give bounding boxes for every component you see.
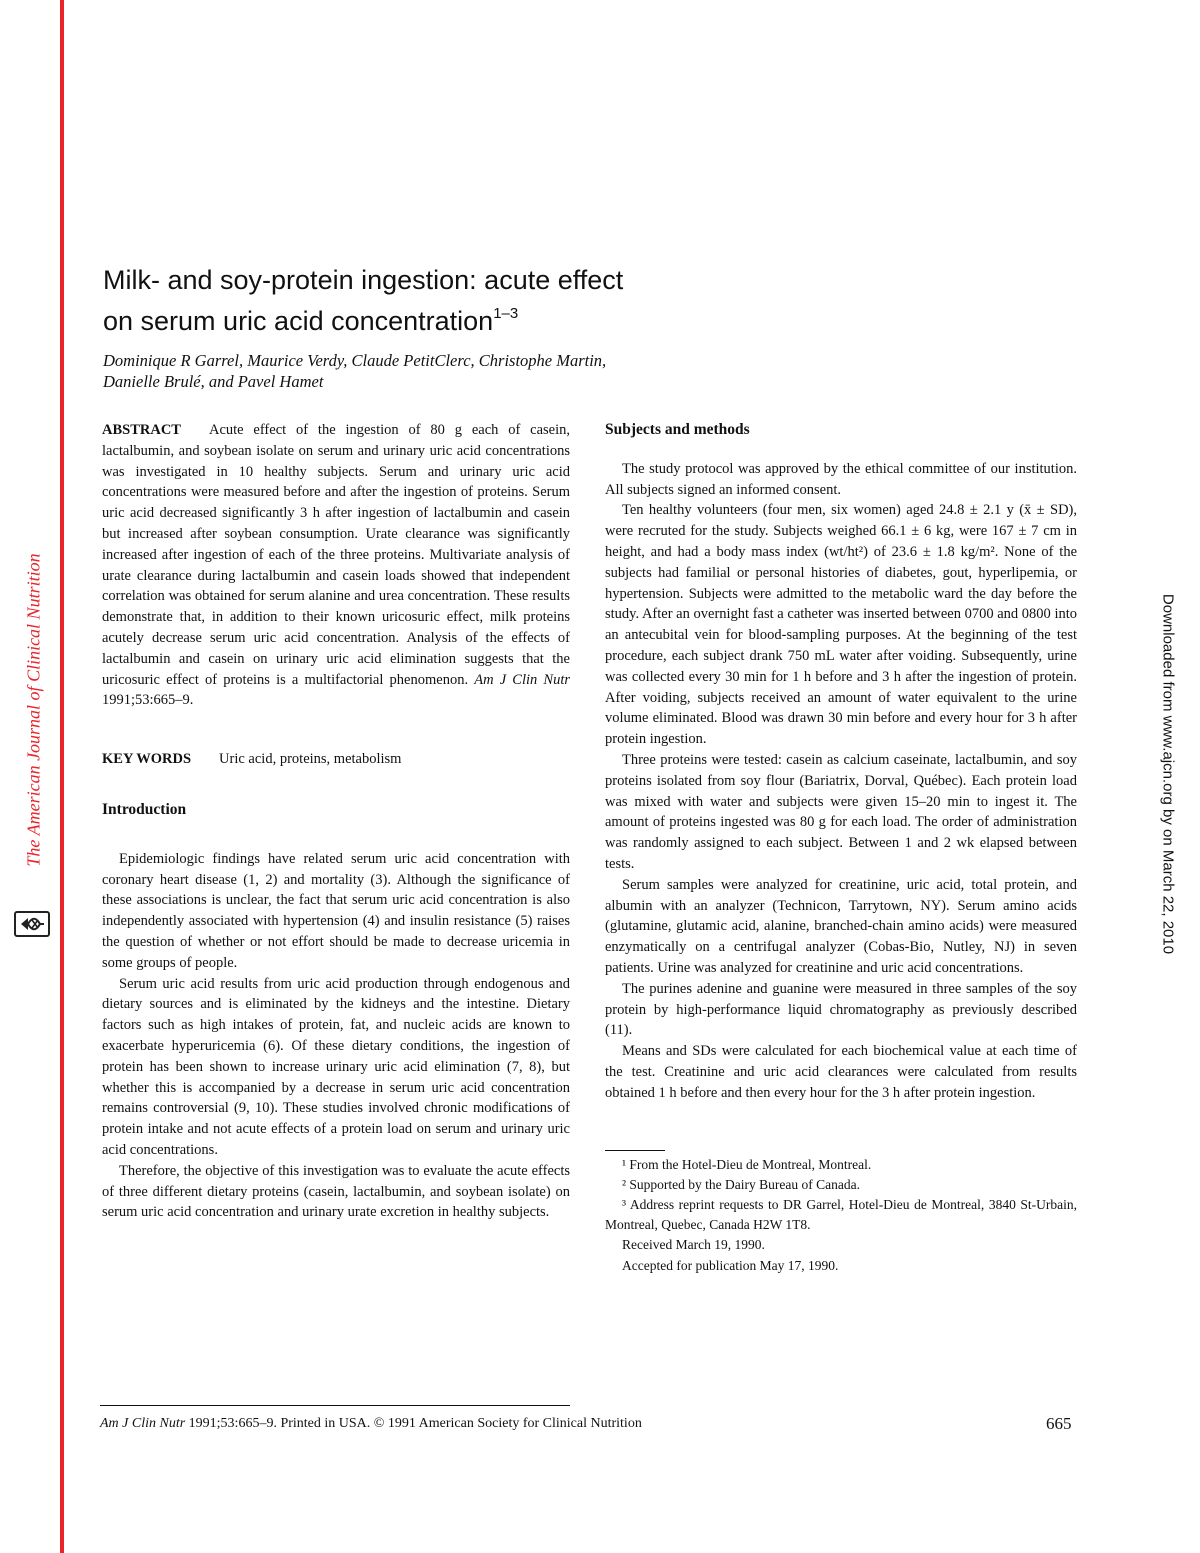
abstract-text: Acute effect of the ingestion of 80 g each of casein, lactalbumin, and soybean isolate on serum and urinary uric acid concentrations was investigated in 10 healthy subjects. Serum and urinary uric acid concentrations were measured before and after the ingestion of proteins. Serum uric acid decreased significantly 3 h after ingestion of lactalbumin and casein but increased after soybean consumption. Urate clearance was significantly increased after ingestion of each of the three proteins. Multivariate analysis of urate clearance during lactalbumin and casein loads showed that independent correlation was obtained for serum alanine and urea concentration. These results demonstrate that, in addition to their known uricosuric effect, milk proteins acutely decrease serum uric acid concentration. Analysis of the effects of lactalbumin and casein on urinary uric acid elimination suggests that the uricosuric effect of proteins is a multifactorial phenomenon.	[102, 422, 570, 688]
footnotes	[605, 1155, 1077, 1276]
left-column	[102, 420, 570, 1223]
footnote: Received March 19, 1990.	[622, 1237, 765, 1253]
article-title	[103, 262, 803, 339]
footer-citation-text: 1991;53:665–9. Printed in USA. © 1991 American Society for Clinical Nutrition	[188, 1416, 642, 1431]
footnote: ¹ From the Hotel-Dieu de Montreal, Montreal.	[622, 1156, 872, 1172]
title-line-2: on serum uric acid concentration	[103, 306, 494, 336]
methods-paragraph: The study protocol was approved by the ethical committee of our institution. All subjects signed an informed consent.	[605, 460, 1077, 498]
keywords	[102, 749, 570, 770]
introduction-heading: Introduction	[102, 800, 187, 818]
methods-paragraph: Ten healthy volunteers (four men, six women) aged 24.8 ± 2.1 y (x̄ ± SD), were recruted for the study. Subjects weighed 66.1 ± 6 kg, were 167 ± 7 cm in height, and had a body mass index (wt/ht²) of 23.6 ± 1.8 kg/m². None of the subjects had familial or personal histories of diabetes, gout, hyperlipemia, or hypertension. Subjects were admitted to the metabolic ward the day before the study. After an overnight fast a catheter was inserted between 0700 and 0800 into an antecubital vein for blood-sampling purposes. At the beginning of the test procedure, each subject drank 750 mL water after voiding. Subsequently, urine was collected every 30 min for 1 h before and 3 h after the ingestion of protein. After voiding, subjects received an amount of water equivalent to the urine volume eliminated. Blood was drawn 30 min before and every hour for 3 h after protein ingestion.	[605, 502, 1077, 748]
author-list	[103, 350, 803, 392]
methods-paragraph: Serum samples were analyzed for creatinine, uric acid, total protein, and albumin with an analyzer (Technicon, Tarrytown, NY). Serum amino acids (glutamine, glutamic acid, alanine, branched-chain amino acids) were measured enzymatically on a centrifugal analyzer (Cobas-Bio, Nutley, NJ) in seven patients. Urine was analyzed for creatinine and uric acid concentrations.	[605, 876, 1077, 976]
methods-paragraph: The purines adenine and guanine were measured in three samples of the soy protein by high-performance liquid chromatography as previously described (11).	[605, 980, 1077, 1039]
abstract	[102, 420, 570, 711]
abstract-label: ABSTRACT	[102, 422, 181, 438]
title-footnote-ref: 1–3	[493, 305, 519, 322]
authors-line-1: Dominique R Garrel, Maurice Verdy, Claude PetitClerc, Christophe Martin,	[103, 351, 607, 370]
intro-paragraph: Epidemiologic findings have related serum uric acid concentration with coronary heart disease (1, 2) and mortality (3). Although the significance of these associations is unclear, the fact that serum uric acid concentration is also independently associated with hypertension (4) and insulin resistance (5) raises the question of whether or not effort should be made to decrease uricemia in some groups of people.	[102, 850, 570, 971]
abstract-citation-journal: Am J Clin Nutr	[474, 671, 571, 688]
intro-paragraph: Serum uric acid results from uric acid production through endogenous and dietary sources and is eliminated by the kidneys and the intestine. Dietary factors such as high intakes of protein, fat, and nucleic acids are known to exacerbate hyperuricemia (6). Of these dietary conditions, the ingestion of protein has been shown to increase urinary uric acid elimination (7, 8), but whether this is accompanied by a decrease in serum uric acid concentration remains controversial (9, 10). These studies involved chronic modifications of protein intake and not acute effects of a protein load on serum and urinary uric acid concentrations.	[102, 975, 570, 1158]
download-notice: Downloaded from www.ajcn.org by on March 22, 2010	[1159, 593, 1177, 955]
footnote: Accepted for publication May 17, 1990.	[622, 1257, 839, 1273]
keywords-label: KEY WORDS	[102, 751, 192, 768]
journal-margin-rule	[60, 0, 64, 1553]
methods-paragraph: Means and SDs were calculated for each biochemical value at each time of the test. Creatinine and uric acid clearances were calculated from results obtained 1 h before and then every hour for the 3 h after protein ingestion.	[605, 1043, 1077, 1101]
methods-heading: Subjects and methods	[605, 421, 750, 438]
journal-logo-icon	[14, 911, 50, 937]
title-line-1: Milk- and soy-protein ingestion: acute effect	[103, 265, 624, 295]
keywords-text: Uric acid, proteins, metabolism	[219, 751, 402, 768]
journal-side-label: The American Journal of Clinical Nutrition	[23, 553, 44, 867]
methods-paragraph: Three proteins were tested: casein as calcium caseinate, lactalbumin, and soy proteins isolated from soy flour (Bariatrix, Dorval, Québec). Each protein load was mixed with water and subjects were given 15–20 min to ingest it. The amount of proteins ingested was 80 g for each load. The order of administration was randomly assigned to each subject. Between 1 and 2 wk elapsed between tests.	[605, 751, 1077, 872]
page-number: 665	[1046, 1414, 1072, 1433]
right-column	[605, 420, 1077, 1276]
intro-paragraph: Therefore, the objective of this investigation was to evaluate the acute effects of three different dietary proteins (casein, lactalbumin, and soybean isolate) on serum uric acid concentration and urinary urate excretion in healthy subjects.	[102, 1162, 570, 1221]
footer-journal: Am J Clin Nutr	[100, 1416, 186, 1431]
abstract-citation-details: 1991;53:665–9.	[102, 692, 194, 709]
footer-divider	[100, 1405, 570, 1406]
footnote: ² Supported by the Dairy Bureau of Canada.	[622, 1176, 860, 1192]
footnote-divider	[605, 1150, 665, 1151]
footer-citation	[100, 1416, 642, 1432]
authors-line-2: Danielle Brulé, and Pavel Hamet	[103, 372, 324, 391]
footnote: ³ Address reprint requests to DR Garrel, Hotel-Dieu de Montreal, 3840 St-Urbain, Montreal, Quebec, Canada H2W 1T8.	[605, 1196, 1077, 1233]
